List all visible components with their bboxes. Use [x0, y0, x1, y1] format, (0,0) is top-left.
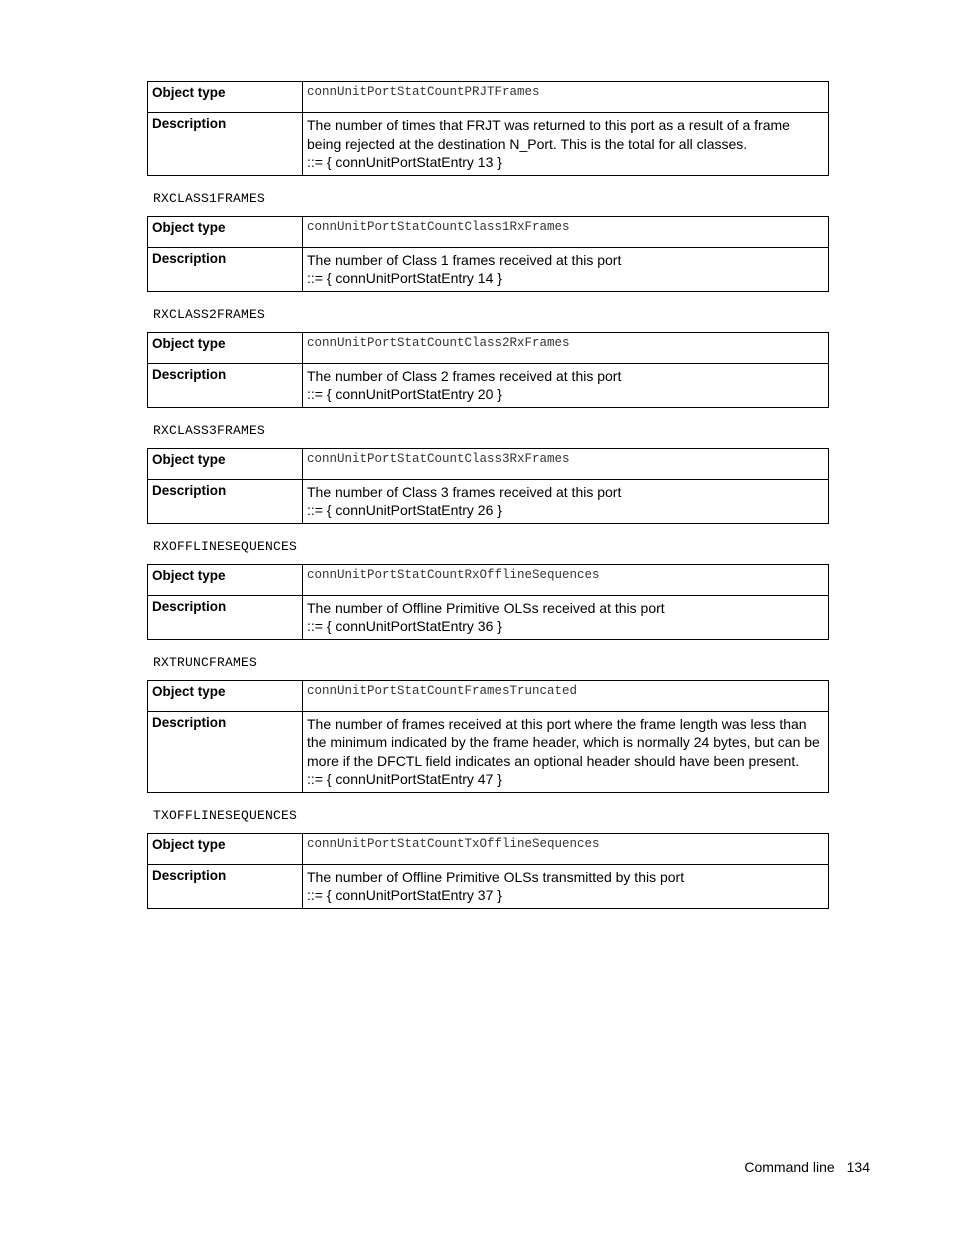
object-type-row: [148, 448, 829, 479]
description-row: [148, 113, 829, 176]
object-type-value: connUnitPortStatCountPRJTFrames: [303, 82, 829, 113]
oid-text: ::= { connUnitPortStatEntry 37 }: [307, 887, 502, 903]
description-cell: [303, 113, 829, 176]
page-number: 134: [846, 1159, 870, 1175]
oid-text: ::= { connUnitPortStatEntry 26 }: [307, 502, 502, 518]
description-cell: [303, 864, 829, 908]
object-type-value: connUnitPortStatCountClass2RxFrames: [303, 332, 829, 363]
description-text: The number of frames received at this port where the frame length was less than the minimum indicated by the frame header, which is normally 24 bytes, but can be more if the DFCTL field indicates an optional header should have been present.: [307, 715, 820, 769]
object-type-label: Object type: [148, 833, 303, 864]
oid-text: ::= { connUnitPortStatEntry 14 }: [307, 270, 502, 286]
description-text: The number of Class 1 frames received at this port: [307, 251, 622, 268]
object-type-row: [148, 82, 829, 113]
description-row: [148, 247, 829, 291]
description-label: Description: [148, 363, 303, 407]
description-cell: [303, 595, 829, 639]
object-type-row: [148, 833, 829, 864]
description-cell: [303, 363, 829, 407]
description-label: Description: [148, 864, 303, 908]
object-type-row: [148, 332, 829, 363]
object-table-rxofflinesequences: [147, 564, 829, 640]
oid-text: ::= { connUnitPortStatEntry 47 }: [307, 771, 502, 787]
description-text: The number of Class 2 frames received at this port: [307, 367, 622, 384]
footer-section-title: Command line: [744, 1159, 835, 1175]
description-label: Description: [148, 247, 303, 291]
document-body: [147, 81, 829, 909]
oid-text: ::= { connUnitPortStatEntry 20 }: [307, 386, 502, 402]
object-type-label: Object type: [148, 82, 303, 113]
description-text: The number of Class 3 frames received at this port: [307, 483, 622, 500]
description-row: [148, 595, 829, 639]
description-label: Description: [148, 479, 303, 523]
section-heading-txofflinesequences: TXOFFLINESEQUENCES: [153, 807, 298, 823]
object-type-label: Object type: [148, 216, 303, 247]
object-type-label: Object type: [148, 332, 303, 363]
description-label: Description: [148, 113, 303, 176]
oid-text: ::= { connUnitPortStatEntry 13 }: [307, 154, 502, 170]
object-type-row: [148, 564, 829, 595]
oid-text: ::= { connUnitPortStatEntry 36 }: [307, 618, 502, 634]
description-cell: [303, 479, 829, 523]
object-type-value: connUnitPortStatCountRxOfflineSequences: [303, 564, 829, 595]
object-type-row: [148, 680, 829, 711]
object-type-label: Object type: [148, 448, 303, 479]
object-table-rxclass1frames: [147, 216, 829, 292]
object-table-rxclass2frames: [147, 332, 829, 408]
object-type-value: connUnitPortStatCountFramesTruncated: [303, 680, 829, 711]
description-label: Description: [148, 711, 303, 792]
object-type-label: Object type: [148, 680, 303, 711]
description-text: The number of Offline Primitive OLSs transmitted by this port: [307, 868, 685, 885]
description-row: [148, 864, 829, 908]
description-cell: [303, 711, 829, 792]
section-heading-rxclass1frames: RXCLASS1FRAMES: [153, 190, 266, 206]
object-type-label: Object type: [148, 564, 303, 595]
section-heading-rxofflinesequences: RXOFFLINESEQUENCES: [153, 538, 298, 554]
section-heading-rxclass2frames: RXCLASS2FRAMES: [153, 306, 266, 322]
object-table-rxclass3frames: [147, 448, 829, 524]
description-text: The number of Offline Primitive OLSs received at this port: [307, 599, 665, 616]
object-table-rxtruncframes: [147, 680, 829, 793]
object-type-value: connUnitPortStatCountTxOfflineSequences: [303, 833, 829, 864]
object-table-prjt-frames: [147, 81, 829, 176]
description-text: The number of times that FRJT was returned to this port as a result of a frame being rejected at the destination N_Port. This is the total for all classes.: [307, 117, 790, 152]
section-heading-rxclass3frames: RXCLASS3FRAMES: [153, 422, 266, 438]
object-table-txofflinesequences: [147, 833, 829, 909]
description-row: [148, 479, 829, 523]
object-type-value: connUnitPortStatCountClass3RxFrames: [303, 448, 829, 479]
page-footer: [744, 1159, 870, 1175]
section-heading-rxtruncframes: RXTRUNCFRAMES: [153, 654, 258, 670]
description-row: [148, 711, 829, 792]
description-label: Description: [148, 595, 303, 639]
description-cell: [303, 247, 829, 291]
description-row: [148, 363, 829, 407]
object-type-row: [148, 216, 829, 247]
object-type-value: connUnitPortStatCountClass1RxFrames: [303, 216, 829, 247]
